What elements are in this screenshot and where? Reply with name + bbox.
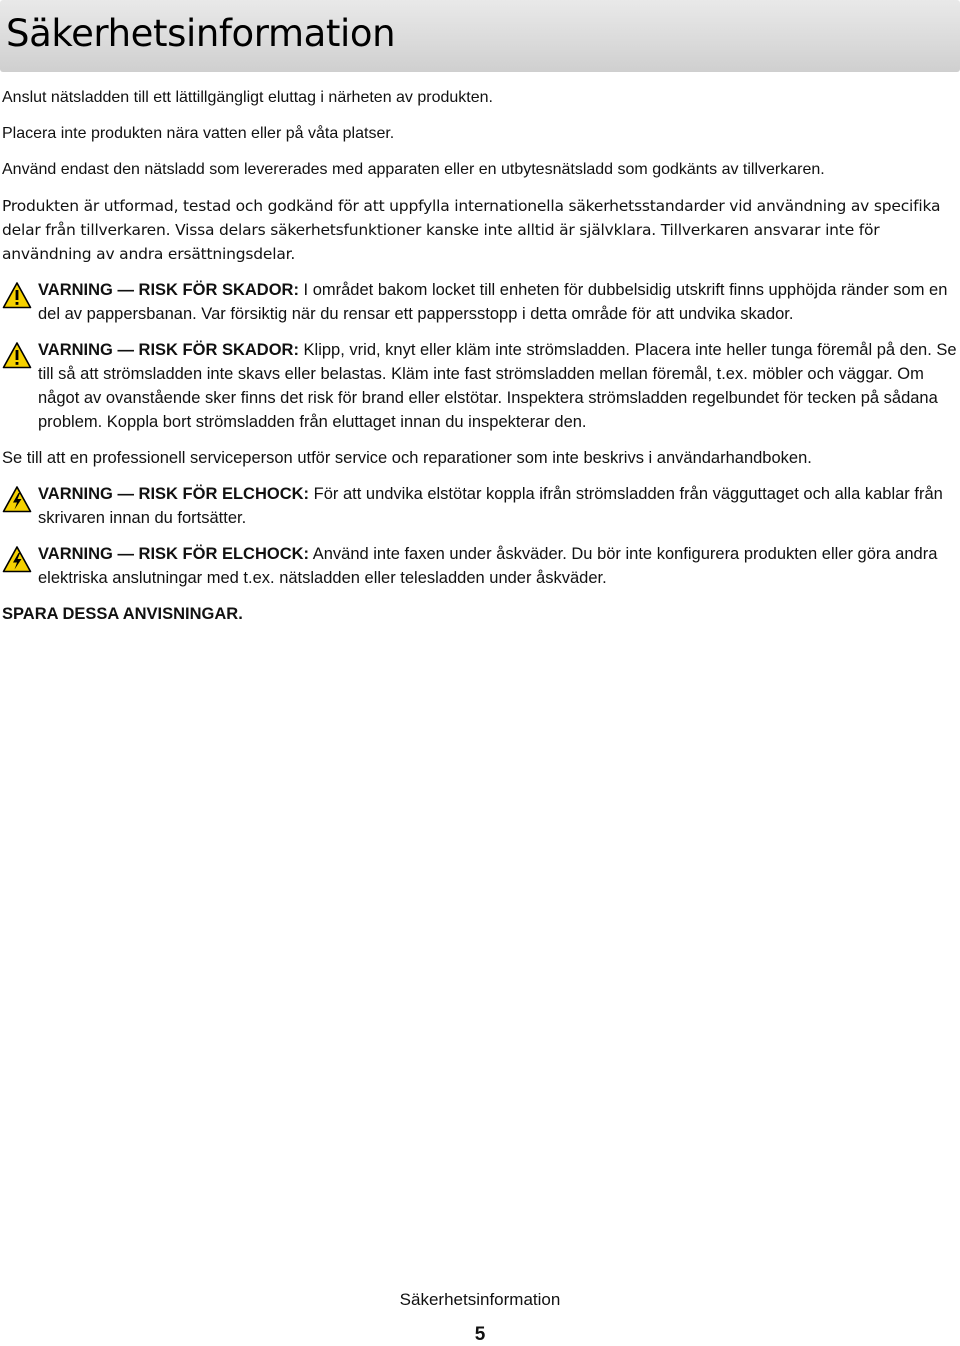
warning-injury-cord <box>2 338 958 434</box>
warning-label: VARNING — RISK FÖR SKADOR: <box>38 341 299 359</box>
warning-shock-storm <box>2 542 958 590</box>
exclamation-warning-icon <box>2 341 32 369</box>
content <box>2 86 958 626</box>
title-bar <box>0 0 960 72</box>
paragraph-power-outlet: Anslut nätsladden till ett lättillgängligt eluttag i närheten av produkten. <box>2 89 493 106</box>
paragraph-service: Se till att en professionell serviceperson utför service och reparationer som inte beskrivs i användarhandboken. <box>2 449 812 467</box>
paragraph-safety-standards-a: Produkten är utformad, testad och godkänd för att uppfylla internationella säkerhetsstandarder vid användning av specifika delar från tillverkaren. <box>2 197 941 239</box>
paragraph-safety-standards <box>2 194 958 266</box>
footer-section-title: Säkerhetsinformation <box>399 1290 561 1309</box>
page-title: Säkerhetsinformation <box>6 12 396 55</box>
warning-injury-duplex <box>2 278 958 326</box>
warning-label: VARNING — RISK FÖR ELCHOCK: <box>38 485 310 503</box>
warning-label: VARNING — RISK FÖR SKADOR: <box>38 281 299 299</box>
paragraph-safety-standards-b: Vissa delars säkerhetsfunktioner kanske inte alltid är självklara. Tillverkaren ansvarar inte för användning av andra ersättningsdelar. <box>2 221 880 263</box>
paragraph-water: Placera inte produkten nära vatten eller på våta platser. <box>2 125 395 142</box>
warning-text: Använd inte faxen under åskväder. Du bör inte konfigurera produkten eller göra andra elektriska anslutningar med t.ex. nätsladden eller telesladden under åskväder. <box>38 545 938 587</box>
paragraph-power-cord: Använd endast den nätsladd som levererades med apparaten eller en utbytesnätsladd som godkänts av tillverkaren. <box>2 161 825 178</box>
warning-shock-unplug <box>2 482 958 530</box>
exclamation-warning-icon <box>2 281 32 309</box>
closing-instruction: SPARA DESSA ANVISNINGAR. <box>2 605 243 623</box>
warning-text: För att undvika elstötar koppla ifrån strömsladden från vägguttaget och alla kablar från skrivaren innan du fortsätter. <box>38 485 943 527</box>
lightning-warning-icon <box>2 545 32 573</box>
page-number: 5 <box>474 1324 486 1345</box>
lightning-warning-icon <box>2 485 32 513</box>
warning-label: VARNING — RISK FÖR ELCHOCK: <box>38 545 310 563</box>
warning-text: Klipp, vrid, knyt eller kläm inte strömsladden. Placera inte heller tunga föremål på den. Se till så att strömsladden inte skavs eller belastas. Kläm inte fast strömsladden mellan föremål, t.ex. möbler och väggar. Om något av ovanstående sker finns det risk för brand eller elstötar. Inspektera strömsladden regelbundet för tecken på sådana problem. Koppla bort strömsladden från eluttaget innan du inspekterar den. <box>38 341 957 431</box>
warning-text: I området bakom locket till enheten för dubbelsidig utskrift finns upphöjda ränder som en del av pappersbanan. Var försiktig när du rensar ett pappersstopp i detta område för att undvika skador. <box>38 281 948 323</box>
